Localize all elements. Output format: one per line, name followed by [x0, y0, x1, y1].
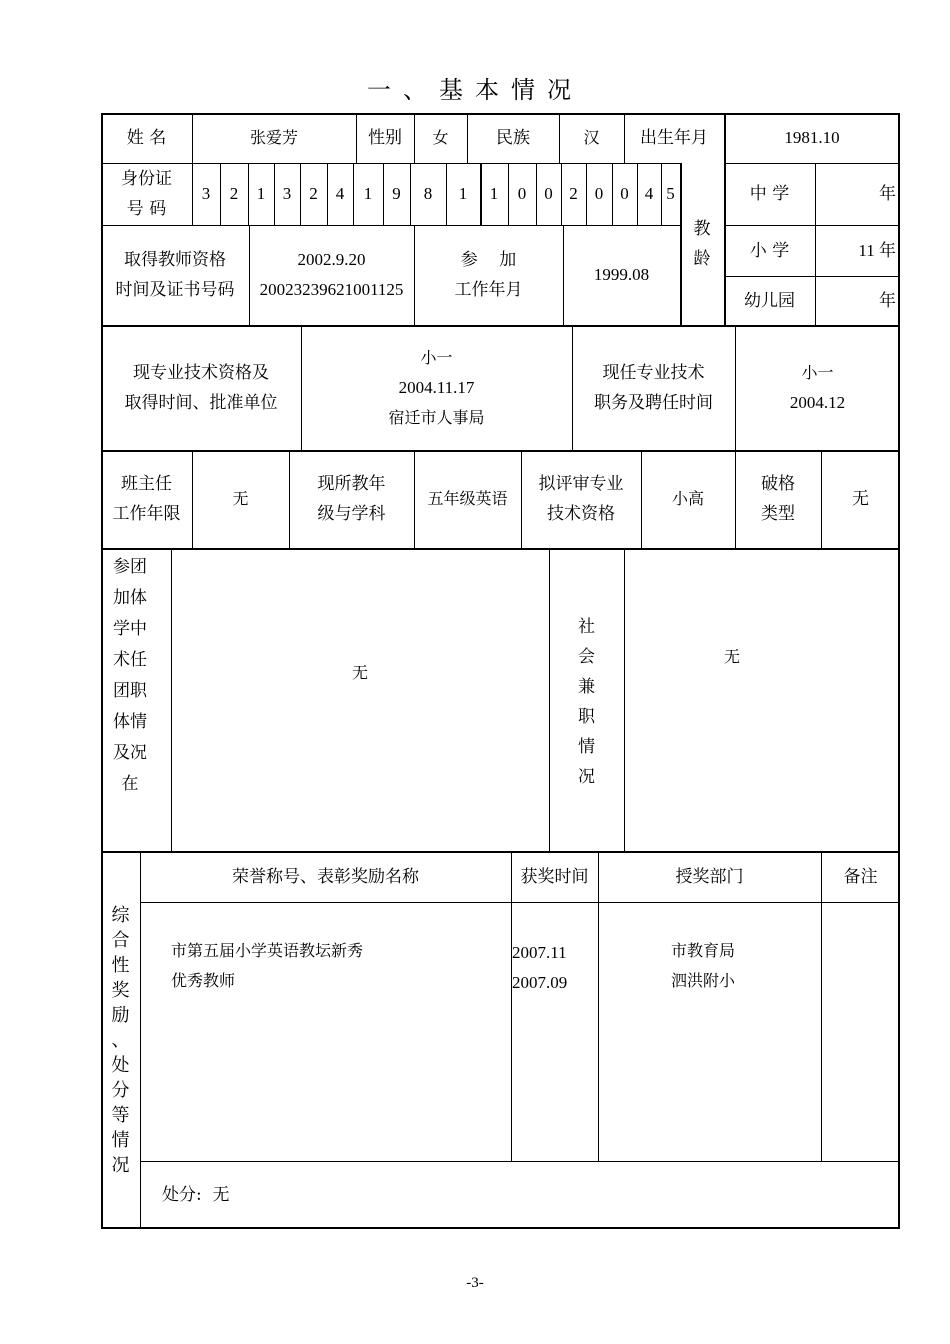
awards-depts: [598, 936, 808, 996]
id-digit: 9: [392, 184, 401, 203]
work-start-label-line2: 工作年月: [454, 280, 523, 300]
exception-type-label-line1: 破格: [761, 474, 795, 494]
awards-times: [512, 938, 598, 998]
id-digit: 1: [256, 184, 266, 203]
exception-type-label: [735, 450, 821, 548]
page-number: -3-: [466, 1275, 484, 1291]
id-digit: 4: [335, 184, 345, 203]
birth-value: 1981.10: [784, 128, 840, 147]
post-level: 小一: [801, 362, 834, 382]
birth-label: 出生年月: [640, 128, 708, 148]
academic-org-label-row: 术任: [113, 650, 147, 670]
awards-header-note: 备注: [843, 866, 878, 887]
id-digit: 0: [620, 184, 629, 203]
teaching-age-primary-value: 11 年: [858, 240, 896, 260]
social-position-label-char: 兼: [578, 677, 595, 697]
gender-value: 女: [432, 128, 449, 147]
name-value: 张爱芳: [249, 128, 298, 147]
id-digit: 3: [282, 184, 292, 203]
qualification-date: 2004.11.17: [398, 377, 475, 397]
headteacher-label: [101, 450, 192, 548]
academic-org-label-row: 加体: [113, 588, 147, 608]
award-time: 2007.11: [512, 943, 567, 962]
teaching-age-middle-label: 中 学: [749, 184, 790, 204]
exception-type-label-line2: 类型: [761, 504, 795, 524]
gender-label: 性别: [368, 128, 402, 148]
academic-org-label-row: 体情: [113, 712, 147, 732]
qualification-level: 小一: [420, 347, 453, 367]
academic-org-label: [101, 548, 171, 851]
headteacher-value: 无: [232, 489, 249, 508]
id-label-line2: 号 码: [126, 199, 167, 219]
post-label: [572, 325, 735, 450]
id-digit: 8: [423, 184, 433, 203]
social-position-label: [549, 548, 624, 851]
post-label-line1: 现任专业技术: [602, 362, 705, 383]
id-digit: 1: [489, 184, 499, 203]
academic-org-value: 无: [351, 663, 368, 682]
cert-value: [249, 225, 414, 325]
exception-type-value: 无: [852, 489, 869, 509]
id-digit: 3: [201, 184, 211, 203]
review-qualification-value: 小高: [671, 489, 704, 508]
teaching-age-kindergarten-label: 幼儿园: [744, 290, 795, 311]
cert-label: [101, 225, 249, 325]
id-digit: 2: [569, 184, 578, 203]
work-start-value: 1999.08: [593, 265, 650, 284]
review-qualification-label: [521, 450, 641, 548]
headteacher-label-line1: 班主任: [121, 474, 172, 494]
review-qualification-label-line1: 拟评审专业: [538, 474, 624, 494]
academic-org-label-row: 参团: [113, 557, 147, 577]
id-digit: 2: [309, 184, 318, 203]
award-time: 2007.09: [512, 973, 568, 992]
id-digit: 1: [458, 184, 468, 203]
grade-subject-label-line2: 级与学科: [317, 504, 386, 524]
social-position-value: 无: [723, 647, 740, 666]
awards-header-time: 获奖时间: [520, 866, 589, 887]
review-qualification-label-line2: 技术资格: [547, 504, 615, 524]
id-digit: 1: [363, 184, 373, 203]
id-digit: 5: [666, 184, 675, 203]
cert-number: 20023239621001125: [259, 280, 404, 299]
social-position-label-char: 情: [578, 737, 595, 757]
social-position-label-char: 会: [578, 647, 595, 667]
teaching-age-primary-label: 小 学: [749, 240, 790, 261]
awards-header-name: 荣誉称号、表彰奖励名称: [232, 866, 419, 887]
id-label: [101, 163, 192, 225]
page-title: 一、基本情况: [367, 76, 583, 104]
ethnicity-value: 汉: [583, 128, 600, 147]
id-digit: 0: [544, 184, 553, 203]
academic-org-label-row: 在: [121, 774, 139, 794]
work-start-label-line1: 参 加: [460, 250, 517, 270]
teaching-age-label: 教龄: [693, 219, 711, 269]
cert-date: 2002.9.20: [297, 250, 366, 269]
grade-subject-label: [289, 450, 414, 548]
id-label-line1: 身份证: [121, 169, 172, 189]
headteacher-label-line2: 工作年限: [112, 504, 181, 524]
social-position-label-char: 职: [578, 707, 595, 727]
awards-names: [171, 936, 501, 996]
academic-org-label-row: 及况: [113, 743, 147, 763]
grade-subject-value: 五年级英语: [427, 489, 508, 508]
academic-org-label-row: 学中: [113, 619, 147, 639]
qualification-label-line1: 现专业技术资格及: [133, 362, 269, 383]
post-date: 2004.12: [789, 392, 846, 412]
cert-label-line1: 取得教师资格: [124, 250, 226, 270]
ethnicity-label: 民族: [496, 128, 530, 148]
award-dept: 市教育局: [670, 941, 735, 960]
teaching-age-kindergarten-value: 年: [879, 290, 896, 311]
social-position-label-char: 况: [578, 767, 595, 787]
awards-header-dept: 授奖部门: [675, 866, 744, 887]
qualification-label-line2: 取得时间、批准单位: [124, 392, 278, 413]
name-label: 姓 名: [126, 128, 167, 148]
qualification-value: [301, 325, 572, 450]
academic-org-label-row: 团职: [113, 681, 147, 701]
social-position-label-char: 社: [578, 617, 595, 637]
cert-label-line2: 时间及证书号码: [115, 280, 235, 300]
id-digit: 2: [229, 184, 239, 203]
id-digit: 4: [644, 184, 654, 203]
award-name: 优秀教师: [171, 971, 236, 990]
post-value: [735, 325, 900, 450]
penalty-text: 处分: 无: [162, 1185, 230, 1205]
id-digit: 0: [594, 184, 604, 203]
work-start-label: [414, 225, 563, 325]
teaching-age-middle-value: 年: [879, 184, 896, 204]
qualification-label: [101, 325, 301, 450]
grade-subject-label-line1: 现所教年: [317, 474, 386, 494]
awards-section-label: 综 合 性 奖 励 、 处 分 等 情 况: [111, 904, 130, 1176]
id-digit: 0: [517, 184, 527, 203]
post-label-line2: 职务及聘任时间: [594, 392, 713, 413]
award-name: 市第五届小学英语教坛新秀: [171, 941, 364, 960]
qualification-authority: 宿迁市人事局: [388, 407, 485, 427]
award-dept: 泗洪附小: [670, 971, 735, 990]
